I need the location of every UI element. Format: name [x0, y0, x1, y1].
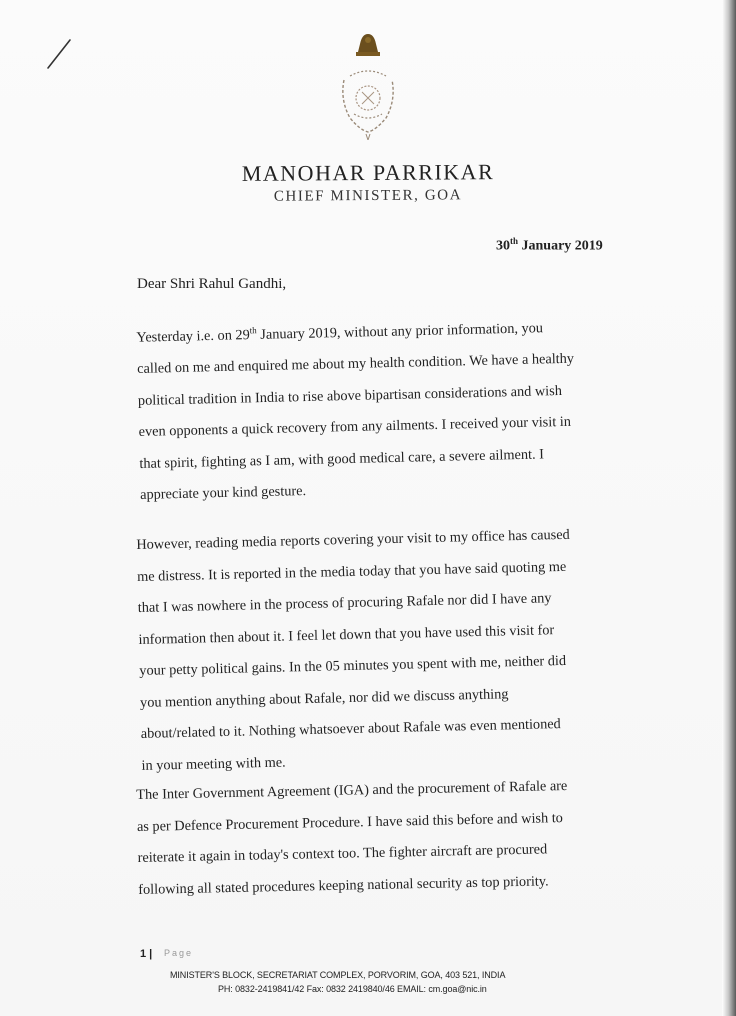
page-number: 1 | [140, 948, 153, 960]
paragraph-line: in your meeting with me. [141, 754, 286, 774]
pen-stroke-mark [44, 38, 74, 72]
paragraph-line: that spirit, fighting as I am, with good medical care, a severe ailment. I [139, 446, 545, 472]
paragraph-2 [136, 518, 636, 782]
paragraph-line: you mention anything about Rafale, nor did we discuss anything [139, 685, 509, 711]
paragraph-line: about/related to it. Nothing whatsoever about Rafale was even mentioned [140, 716, 561, 742]
paragraph-3 [136, 770, 633, 906]
ordinal-suffix: th [249, 325, 257, 336]
date-suffix: th [510, 236, 519, 246]
footer-address: MINISTER'S BLOCK, SECRETARIAT COMPLEX, PORVORIM, GOA, 403 521, INDIA [170, 970, 506, 980]
paragraph-line: However, reading media reports covering your visit to my office has caused [136, 526, 570, 553]
paragraph-1 [136, 306, 634, 511]
paragraph-line: appreciate your kind gesture. [139, 483, 307, 504]
paragraph-line: that I was nowhere in the process of procuring Rafale nor did I have any [137, 590, 552, 616]
paragraph-line: as per Defence Procurement Procedure. I have said this before and wish to [136, 809, 564, 835]
letter-date [496, 236, 603, 255]
letterhead-name: MANOHAR PARRIKAR [241, 159, 495, 186]
page-label: Page [164, 948, 194, 958]
line-text: Yesterday i.e. on 29 [136, 327, 250, 346]
state-emblem-icon [326, 30, 410, 140]
footer-contact: PH: 0832-2419841/42 Fax: 0832 2419840/46 EMAIL: cm.goa@nic.in [218, 984, 487, 994]
paragraph-line: called on me and enquired me about my health condition. We have a healthy [137, 350, 575, 378]
page-edge-shadow [722, 0, 736, 1016]
date-rest: January 2019 [521, 238, 603, 254]
paragraph-line: even opponents a quick recovery from any ailments. I received your visit in [138, 414, 572, 441]
line-text: January 2019, without any prior information, you [256, 320, 544, 343]
paragraph-line: me distress. It is reported in the media today that you have said quoting me [136, 558, 567, 585]
paragraph-line: information then about it. I feel let down that you have used this visit for [138, 621, 555, 648]
paragraph-line: your petty political gains. In the 05 minutes you spent with me, neither did [139, 652, 567, 679]
paragraph-line: reiterate it again in today's context too. The fighter aircraft are procured [137, 841, 548, 866]
paragraph-line: The Inter Government Agreement (IGA) and the procurement of Rafale are [136, 777, 568, 803]
letterhead-designation: CHIEF MINISTER, GOA [273, 187, 463, 205]
paragraph-line: political tradition in India to rise above bipartisan considerations and wish [137, 382, 563, 409]
date-day: 30 [496, 238, 510, 254]
salutation: Dear Shri Rahul Gandhi, [137, 276, 287, 292]
paragraph-line: following all stated procedures keeping national security as top priority. [138, 872, 549, 898]
